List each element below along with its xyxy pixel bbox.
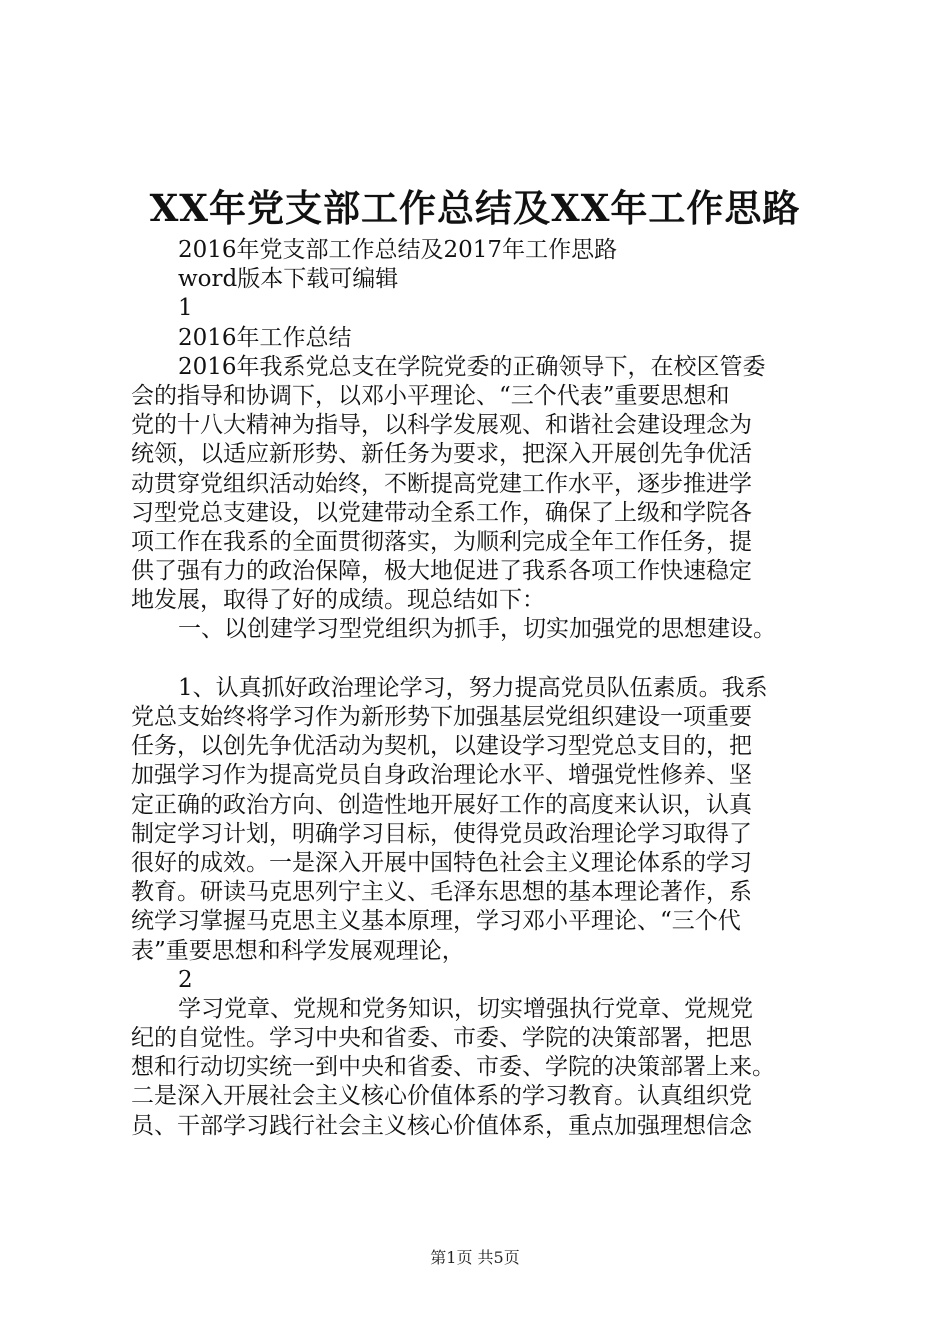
blank-line [131, 645, 831, 674]
paragraph-line: 会的指导和协调下，以邓小平理论、“三个代表”重要思想和 [131, 382, 730, 409]
paragraph-line: 很好的成效。一是深入开展中国特色社会主义理论体系的学习 [131, 849, 752, 876]
paragraph-line: 项工作在我系的全面贯彻落实，为顺利完成全年工作任务，提 [131, 528, 752, 555]
paragraph-line: 教育。研读马克思列宁主义、毛泽东思想的基本理论著作，系 [131, 879, 752, 906]
paragraph-line: 学习党章、党规和党务知识，切实增强执行党章、党规党 [178, 995, 753, 1022]
paragraph-line: 动贯穿党组织活动始终，不断提高党建工作水平，逐步推进学 [131, 470, 752, 497]
paragraph-line: 纪的自觉性。学习中央和省委、市委、学院的决策部署，把思 [131, 1025, 752, 1052]
paragraph-line: 制定学习计划，明确学习目标，使得党员政治理论学习取得了 [131, 820, 752, 847]
paragraph-line: 加强学习作为提高党员自身政治理论水平、增强党性修养、坚 [131, 762, 752, 789]
section-heading: 2016年工作总结 [178, 324, 352, 351]
paragraph-line: 供了强有力的政治保障，极大地促进了我系各项工作快速稳定 [131, 558, 752, 585]
page-footer: 第1页 共5页 [430, 1248, 520, 1267]
page-marker: 1 [178, 295, 193, 322]
paragraph-line: 统领，以适应新形势、新任务为要求，把深入开展创先争优活 [131, 441, 752, 468]
paragraph-line: 党总支始终将学习作为新形势下加强基层党组织建设一项重要 [131, 704, 752, 730]
paragraph-line: 定正确的政治方向、创造性地开展好工作的高度来认识，认真 [131, 791, 752, 818]
paragraph-line: 1、认真抓好政治理论学习，努力提高党员队伍素质。我系 [178, 674, 768, 701]
paragraph-line: 任务，以创先争优活动为契机，以建设学习型党总支目的，把 [131, 733, 752, 760]
paragraph-line: 习型党总支建设，以党建带动全系工作，确保了上级和学院各 [131, 499, 752, 526]
paragraph-line: 统学习掌握马克思主义基本原理，学习邓小平理论、“三个代 [131, 908, 741, 935]
section-heading: 一、以创建学习型党组织为抓手，切实加强党的思想建设。 [178, 616, 776, 643]
paragraph-line: 表”重要思想和科学发展观理论， [131, 937, 465, 964]
subtitle-line: 2016年党支部工作总结及2017年工作思路 [178, 237, 618, 263]
paragraph-line: 二是深入开展社会主义核心价值体系的学习教育。认真组织党 [131, 1083, 752, 1110]
paragraph-line: 想和行动切实统一到中央和省委、市委、学院的决策部署上来。 [131, 1054, 775, 1081]
document-title: XX年党支部工作总结及XX年工作思路 [149, 186, 801, 230]
document-body [131, 236, 831, 1141]
paragraph-line: 地发展，取得了好的成绩。现总结如下： [131, 587, 545, 614]
paragraph-line: 2016年我系党总支在学院党委的正确领导下，在校区管委 [178, 353, 766, 380]
paragraph-line: 党的十八大精神为指导，以科学发展观、和谐社会建设理念为 [131, 412, 752, 439]
paragraph-line: 员、干部学习践行社会主义核心价值体系，重点加强理想信念 [131, 1112, 752, 1139]
page-marker: 2 [178, 966, 193, 993]
subtitle-line: word版本下载可编辑 [178, 266, 399, 293]
